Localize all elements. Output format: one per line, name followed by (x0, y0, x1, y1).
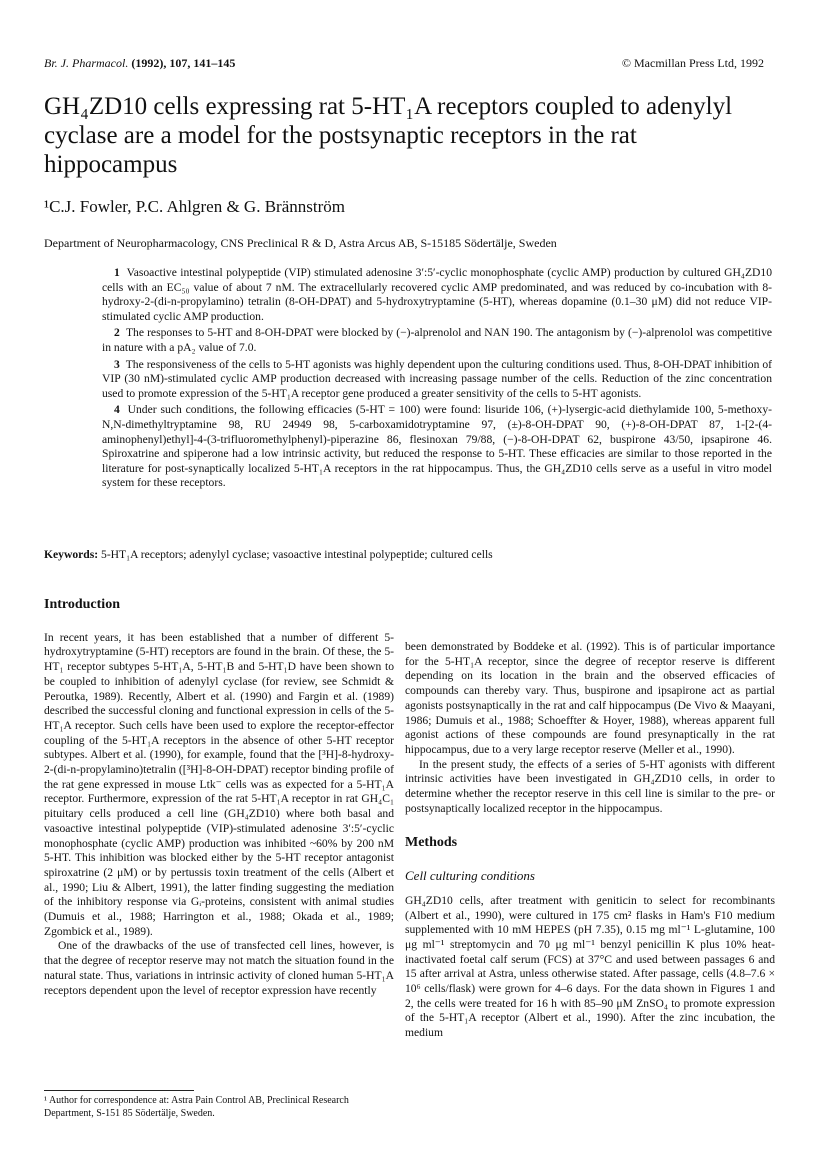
abstract-point-text: Under such conditions, the following efficacies (5-HT = 100) were found: lisuride 106, (+)-lysergic-acid diethylamide 100, 5-methoxy-N,N-dimethyltryptamine 98, RU 24949 98, 5-carboxamidotryptamine 97, (±)-8-OH-DPAT 90, (+)-8-OH-DPAT 87, 1-[2-(4-aminophenyl)ethyl]-4-(3-trifluoromethylphenyl)-piperazine 86, flesinoxan 79/88, (−)-8-OH-DPAT 62, buspirone 43/50, ipsapirone 46. Spiroxatrine and spiperone had a low intrinsic activity, but reduced the response to 5-HT. These efficacies are similar to those reported in the literature for post-synaptically localized 5-HT₁A receptors in the rat hippocampus. Thus, the GH₄ZD10 cells serve as a useful in vitro model system for these receptors. (102, 403, 773, 490)
abstract-point-number: 4 (114, 403, 120, 417)
intro-present-study: In the present study, the effects of a series of 5-HT agonists with different intrinsic activities have been investigated in GH₄ZD10 cells, in order to determine whether the receptor reserve in this cell line is similar to the pre- or postsynaptically localized receptor in the hippocampus. (405, 757, 775, 815)
keywords (44, 548, 493, 561)
author-list: ¹C.J. Fowler, P.C. Ahlgren & G. Brännström (44, 197, 345, 216)
footnote-divider (44, 1090, 194, 1091)
abstract-point (102, 326, 772, 355)
publisher-notice: © Macmillan Press Ltd, 1992 (621, 56, 764, 70)
keywords-text: 5-HT₁A receptors; adenylyl cyclase; vasoactive intestinal polypeptide; cultured cells (101, 548, 493, 561)
abstract-point-number: 1 (114, 266, 120, 279)
abstract-point (102, 403, 772, 491)
affiliation: Department of Neuropharmacology, CNS Preclinical R & D, Astra Arcus AB, S-15185 Södertälje, Sweden (44, 236, 557, 250)
journal-volume: (1992), 107, 141–145 (131, 56, 236, 70)
intro-paragraph: One of the drawbacks of the use of transfected cell lines, however, is that the degree of receptor reserve may not match the situation found in the natural state. Thus, variations in intrinsic activity of cloned human 5-HT₁A receptors dependent upon the level of receptor expression have recently (44, 939, 394, 997)
abstract-point-text: The responses to 5-HT and 8-OH-DPAT were blocked by (−)-alprenolol and NAN 190. The antagonism by (−)-alprenolol was competitive in nature with a pA₂ value of 7.0. (102, 326, 773, 354)
abstract-point-text: Vasoactive intestinal polypeptide (VIP) stimulated adenosine 3′:5′-cyclic monophosphate (cyclic AMP) production by cultured GH₄ZD10 cells with an EC₅₀ value of about 7 nM. The extracellularly recovered cyclic AMP predominated, and was reduced by co-incubation with 8-hydroxy-2-(di-n-propylamino) tetralin (8-OH-DPAT) and 5-hydroxytryptamine (5-HT), whereas dopamine (0.1–30 μM) did not reduce VIP-stimulated cyclic AMP production. (102, 266, 772, 323)
abstract-point-number: 3 (114, 357, 120, 371)
section-spacer (405, 816, 775, 836)
journal-name: Br. J. Pharmacol. (44, 56, 129, 70)
methods-heading: Methods (405, 835, 458, 851)
abstract (102, 266, 772, 493)
keywords-label: Keywords: (44, 548, 99, 561)
footnote: ¹ Author for correspondence at: Astra Pain Control AB, Preclinical Research Department, S-151 85 Södertälje, Sweden. (44, 1095, 349, 1119)
right-column (405, 640, 775, 1041)
article-title: GH₄ZD10 cells expressing rat 5-HT₁A receptors coupled to adenylyl cyclase are a model for the postsynaptic receptors in the rat hippocampus (44, 93, 733, 178)
journal-header (44, 56, 235, 71)
methods-paragraph: GH₄ZD10 cells, after treatment with geniticin to select for recombinants (Albert et al., 1990), were cultured in 175 cm² flasks in Ham's F10 medium supplemented with 10 mM HEPES (pH 7.35), 0.15 mg ml⁻¹ L-glutamine, 100 μg ml⁻¹ streptomycin and 70 μg ml⁻¹ benzyl penicillin K plus 10% heat-inactivated foetal calf serum (FCS) at 37°C and used between passages 6 and 15 after arrival at Astra, unless otherwise stated. After passage, cells (4.8–7.6 × 10⁶ cells/flask) were grown for 4–6 days. For the data shown in Figures 1 and 2, the cells were treated for 16 h with 85–90 μM ZnSO₄ to promote expression of the 5-HT₁A receptor (Albert et al., 1990). After the zinc incubation, the medium (405, 893, 775, 1040)
methods-subheading: Cell culturing conditions (405, 868, 535, 884)
left-column (44, 598, 394, 998)
abstract-point (102, 358, 772, 402)
abstract-point (102, 266, 772, 324)
introduction-heading: Introduction (44, 597, 120, 612)
abstract-point-number: 2 (114, 326, 120, 340)
intro-paragraph: In recent years, it has been established that a number of different 5-hydroxytryptamine (5-HT) receptors are found in the brain. Of these, the 5-HT₁ receptor subtypes 5-HT₁A, 5-HT₁B and 5-HT₁D have been shown to be coupled to inhibition of adenylyl cyclase (for review, see Schmidt & Peroutka, 1989). Recently, Albert et al. (1990) and Fargin et al. (1989) described the successful cloning and functional expression in cells of the 5-HT₁A receptor. Such cells have been used to explore the receptor-effector coupling of the 5-HT₁A receptors in the absence of other 5-HT receptor subtypes. Albert et al. (1990), for example, found that the [³H]-8-hydroxy-2-(di-n-propylamino)tetralin ([³H]-8-OH-DPAT) receptor binding profile of the rat gene expressed in mouse Ltk⁻ cells was as expected for a 5-HT₁A receptor. Furthermore, expression of the rat 5-HT₁A receptor in rat GH₄C₁ pituitary cells produced a cell line (GH₄ZD10) where both basal and vasoactive intestinal polypeptide (VIP)-stimulated adenosine 3′:5′-cyclic monophosphate (cyclic AMP) production was inhibited ~60% by 200 nM 5-HT. This inhibition was blocked either by the 5-HT receptor antagonist spiroxatrine (2 μM) or by pertussis toxin treatment of the cells (Albert et al., 1990; Liu & Albert, 1991), the latter finding suggesting the mediation of the inhibitory response via Gᵢ-proteins, consistent with animal studies (Dumuis et al., 1988; Harrington et al., 1988; Okada et al., 1989; Zgombick et al., 1989). (44, 630, 394, 938)
abstract-point-text: The responsiveness of the cells to 5-HT agonists was highly dependent upon the culturing conditions used. Thus, 8-OH-DPAT inhibition of VIP (30 nM)-stimulated cyclic AMP production decreased with increasing passage number of the cells. Reduction of the zinc concentration used to promote expression of the 5-HT₁A receptor gene produced a greater sensitivity of the cells to 5-HT agonists. (102, 357, 772, 400)
intro-continued: been demonstrated by Boddeke et al. (1992). This is of particular importance for the 5-HT₁A receptor, since the degree of receptor reserve is different depending on its location in the brain and the observed efficacies of compounds can thereby vary. Thus, buspirone and ipsapirone act as partial agonists postsynaptically in the rat and calf hippocampus (De Vivo & Maayani, 1986; Dumuis et al., 1988; Schoeffter & Hoyer, 1988), whereas apparent full agonist actions of these compounds are found presynaptically in the rat hippocampus, due to a very large receptor reserve (Meller et al., 1990). (405, 640, 775, 756)
